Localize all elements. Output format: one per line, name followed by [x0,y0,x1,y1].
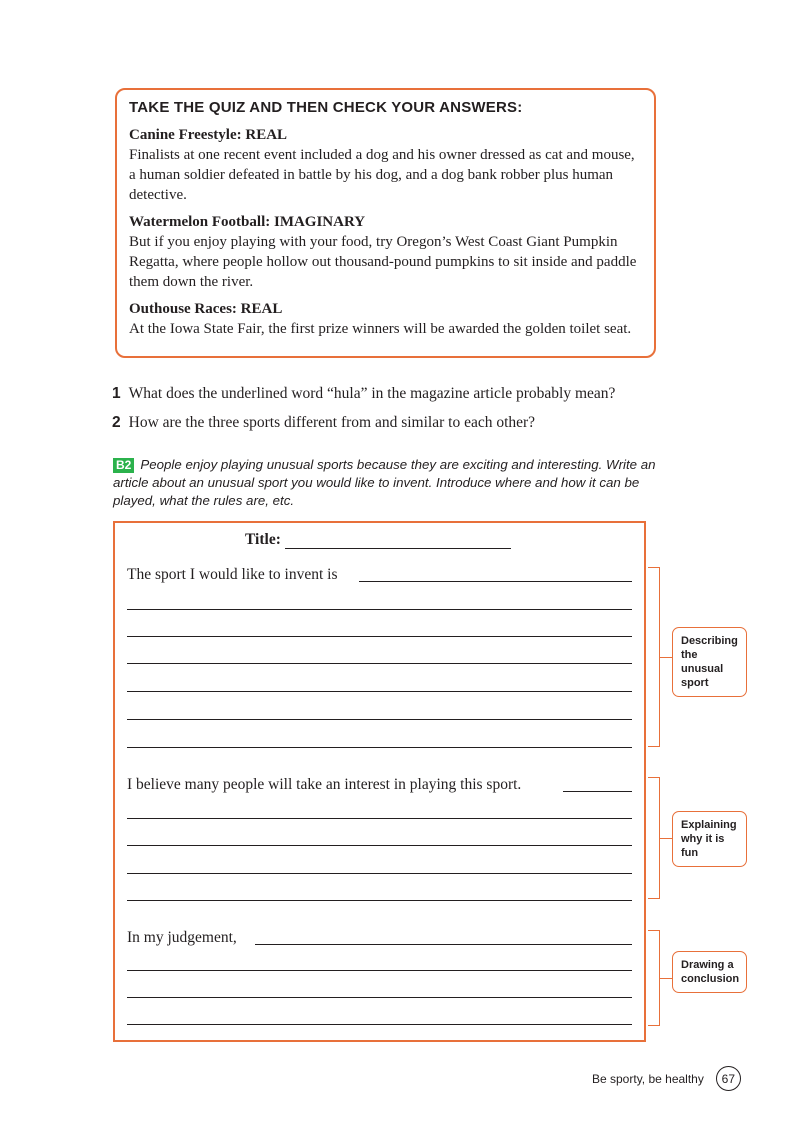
title-label: Title: [245,531,281,548]
bracket-stub [660,657,672,658]
question-text: How are the three sports different from and similar to each other? [128,414,536,431]
prompt-interest: I believe many people will take an interest in playing this sport. [127,775,525,795]
writing-line[interactable] [127,997,632,998]
writing-line[interactable] [127,818,632,819]
question-number: 2 [112,414,121,431]
writing-line[interactable] [127,691,632,692]
quiz-heading: TAKE THE QUIZ AND THEN CHECK YOUR ANSWERS: [129,99,523,116]
title-row [245,531,511,549]
quiz-entry-canine-freestyle [129,126,640,205]
bracket-stub [660,978,672,979]
question-list [112,384,692,442]
writing-line[interactable] [359,581,632,582]
callout-describing: Describing the unusual sport [672,627,747,697]
writing-line[interactable] [127,663,632,664]
question-item [112,413,692,433]
question-text: What does the underlined word “hula” in the magazine article probably mean? [128,385,616,402]
writing-line[interactable] [127,747,632,748]
bracket-stub [660,838,672,839]
writing-task-instructions [113,456,678,510]
callout-explaining: Explaining why it is fun [672,811,747,867]
writing-line[interactable] [127,609,632,610]
page-number: 67 [716,1066,741,1091]
prompt-invent: The sport I would like to invent is [127,565,342,585]
quiz-answers-box [115,88,656,358]
footer-unit-title: Be sporty, be healthy [592,1071,704,1086]
writing-line[interactable] [127,900,632,901]
quiz-entry-text: Finalists at one recent event included a dog and his owner dressed as cat and mouse, a human soldier defeated in battle by his dog, and a dog bank robber plus human detective. [129,147,635,203]
writing-line[interactable] [127,636,632,637]
quiz-entry-watermelon-football [129,213,640,292]
callout-conclusion: Drawing a conclusion [672,951,747,993]
quiz-entry-text: At the Iowa State Fair, the first prize winners will be awarded the golden toilet seat. [129,321,632,337]
prompt-judgement: In my judgement, [127,928,241,948]
bracket-explaining [648,777,660,899]
quiz-entry-outhouse-races [129,300,640,339]
quiz-entry-title: Outhouse Races: REAL [129,301,283,317]
question-number: 1 [112,385,121,402]
writing-line[interactable] [127,719,632,720]
task-text: People enjoy playing unusual sports because they are exciting and interesting. Write an article about an unusual sport you would like to invent. Introduce where and how it can be played, what the rules are, etc. [113,457,656,508]
writing-frame [113,521,646,1042]
writing-line[interactable] [255,944,632,945]
bracket-describing [648,567,660,747]
writing-line[interactable] [127,1024,632,1025]
quiz-entry-text: But if you enjoy playing with your food, try Oregon’s West Coast Giant Pumpkin Regatta, where people hollow out thousand-pound pumpkins to sit inside and paddle them down the river. [129,234,637,290]
bracket-conclusion [648,930,660,1026]
task-badge: B2 [113,458,134,473]
writing-line[interactable] [563,791,632,792]
writing-line[interactable] [127,970,632,971]
quiz-entry-title: Canine Freestyle: REAL [129,127,288,143]
title-blank[interactable] [285,532,511,549]
quiz-entry-title: Watermelon Football: IMAGINARY [129,214,366,230]
page-footer [592,1066,741,1091]
question-item [112,384,692,404]
writing-line[interactable] [127,845,632,846]
writing-line[interactable] [127,873,632,874]
